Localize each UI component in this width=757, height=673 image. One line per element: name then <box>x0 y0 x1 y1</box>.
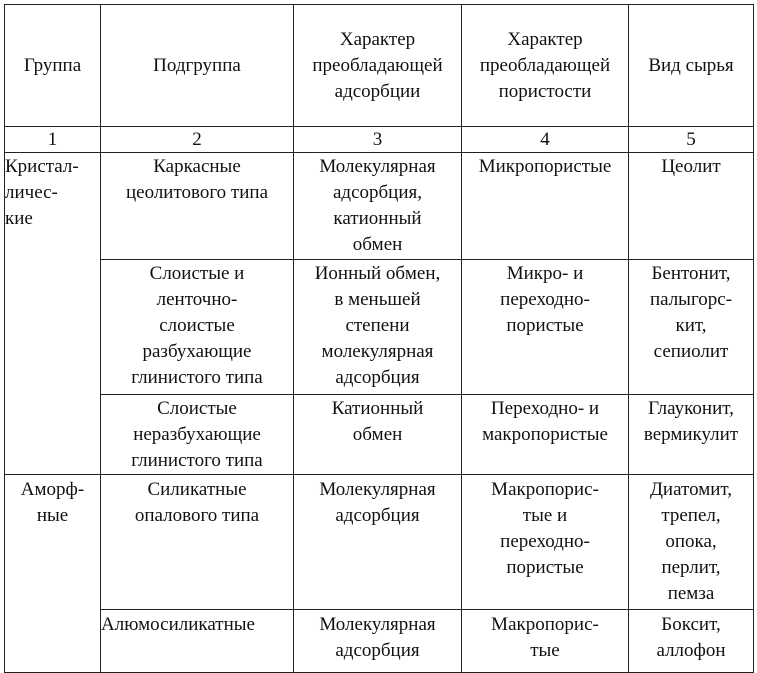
raw-material-cell: Бентонит, палыгорс- кит, сепиолит <box>629 260 754 395</box>
raw-material-cell: Цеолит <box>629 153 754 260</box>
adsorbent-classification-table <box>4 4 754 673</box>
raw-material-cell: Боксит, аллофон <box>629 610 754 673</box>
group-amorphous: Аморф- ные <box>5 475 101 673</box>
header-subgroup: Подгруппа <box>101 5 294 127</box>
column-number-row <box>5 127 754 153</box>
subgroup-cell: Силикатные опалового типа <box>101 475 294 610</box>
table-row <box>5 475 754 610</box>
adsorption-cell: Катионный обмен <box>294 395 462 475</box>
header-adsorption: Характер преобладающей адсорбции <box>294 5 462 127</box>
adsorption-cell: Молекулярная адсорбция <box>294 610 462 673</box>
subgroup-cell: Слоистые и ленточно- слоистые разбухающие глинистого типа <box>101 260 294 395</box>
raw-material-cell: Диатомит, трепел, опока, перлит, пемза <box>629 475 754 610</box>
subgroup-cell: Каркасные цеолитового типа <box>101 153 294 260</box>
group-crystalline: Кристал- личес- кие <box>5 153 101 475</box>
subgroup-cell: Слоистые неразбухающие глинистого типа <box>101 395 294 475</box>
column-number: 5 <box>629 127 754 153</box>
column-number: 1 <box>5 127 101 153</box>
subgroup-cell: Алюмосиликатные <box>101 610 294 673</box>
adsorption-cell: Ионный обмен, в меньшей степени молекулярная адсорбция <box>294 260 462 395</box>
adsorption-cell: Молекулярная адсорбция <box>294 475 462 610</box>
header-porosity: Характер преобладающей пористости <box>462 5 629 127</box>
header-raw-material: Вид сырья <box>629 5 754 127</box>
adsorption-cell: Молекулярная адсорбция, катионный обмен <box>294 153 462 260</box>
column-number: 4 <box>462 127 629 153</box>
porosity-cell: Микропористые <box>462 153 629 260</box>
porosity-cell: Микро- и переходно- пористые <box>462 260 629 395</box>
porosity-cell: Макропорис- тые и переходно- пористые <box>462 475 629 610</box>
column-number: 3 <box>294 127 462 153</box>
column-number: 2 <box>101 127 294 153</box>
table-row <box>5 260 754 395</box>
table-row <box>5 610 754 673</box>
porosity-cell: Переходно- и макропористые <box>462 395 629 475</box>
header-row <box>5 5 754 127</box>
table-row <box>5 153 754 260</box>
header-group: Группа <box>5 5 101 127</box>
table-row <box>5 395 754 475</box>
raw-material-cell: Глауконит, вермикулит <box>629 395 754 475</box>
porosity-cell: Макропорис- тые <box>462 610 629 673</box>
